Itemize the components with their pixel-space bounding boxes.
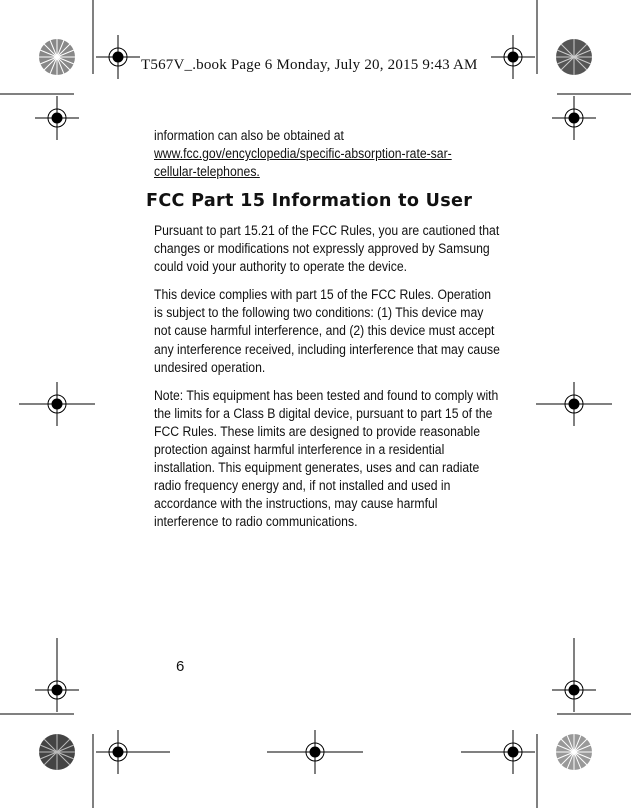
starburst-target-top-left [39,39,75,75]
registration-mark-bottom-right [461,730,535,774]
starburst-target-bottom-right [556,734,592,770]
registration-mark-right-middle [536,382,612,426]
registration-mark-left-middle [19,382,95,426]
intro-line: information can also be obtained at [154,128,344,144]
registration-mark-left-bottom [35,638,79,712]
section-body [154,222,502,542]
registration-mark-right-bottom [552,638,596,712]
starburst-target-bottom-left [39,734,75,770]
print-header-stamp: T567V_.book Page 6 Monday, July 20, 2015 9:43 AM [141,57,478,73]
page-number: 6 [176,658,185,675]
registration-mark-right-top [552,96,596,140]
registration-mark-top-right [491,35,535,79]
section-heading: FCC Part 15 Information to User [146,191,473,211]
intro-block [154,127,502,181]
registration-mark-bottom-center [267,730,363,774]
paragraph-compliance-conditions: This device complies with part 15 of the FCC Rules. Operation is subject to the following two conditions: (1) This device may not cause harmful interference, and (2) this device must accept any interference received, including interference that may cause undesired operation. [154,287,500,376]
registration-mark-left-top [35,96,79,140]
fcc-sar-link[interactable]: www.fcc.gov/encyclopedia/specific-absorption-rate-sar-cellular-telephones. [154,146,452,181]
paragraph-part-15-21: Pursuant to part 15.21 of the FCC Rules, you are cautioned that changes or modifications not expressly approved by Samsung could void your authority to operate the device. [154,223,500,276]
starburst-target-top-right [556,39,592,75]
registration-mark-top-left [96,35,140,79]
paragraph-class-b-note: Note: This equipment has been tested and found to comply with the limits for a Class B digital device, pursuant to part 15 of the FCC Rules. These limits are designed to provide reasonable protection against harmful interference in a residential installation. This equipment generates, uses and can radiate radio frequency energy and, if not installed and used in accordance with the instructions, may cause harmful interference to radio communications. [154,387,499,531]
registration-mark-bottom-left [96,730,170,774]
